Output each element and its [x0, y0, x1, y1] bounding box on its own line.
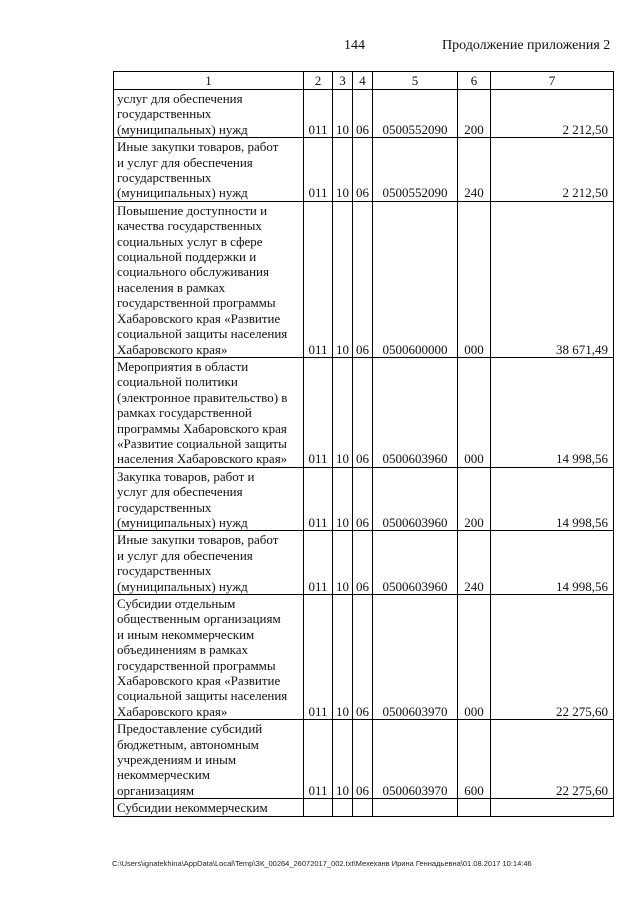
description-line: Иные закупки товаров, работ — [117, 139, 279, 155]
description-line: услуг для обеспечения — [117, 91, 243, 106]
header-row — [114, 72, 614, 90]
column-header: 2 — [304, 72, 333, 90]
description-line: (электронное правительство) в — [117, 389, 288, 405]
description-line: Предоставление субсидий — [117, 721, 263, 737]
description-line: Хабаровского края» — [117, 703, 228, 719]
row-description — [114, 799, 304, 816]
description-line: некоммерческим — [117, 767, 210, 783]
amount-cell: 14 998,56 — [491, 531, 614, 595]
expense-type-code: 200 — [458, 467, 491, 531]
amount-cell: 22 275,60 — [491, 720, 614, 799]
expense-type-code — [458, 799, 491, 816]
table-row — [114, 138, 614, 202]
description-line: услуг для обеспечения — [117, 484, 243, 500]
section-code: 10 — [333, 357, 353, 467]
description-line: Мероприятия в области — [117, 358, 249, 374]
target-article-code — [373, 799, 458, 816]
section-code: 10 — [333, 138, 353, 202]
row-description — [114, 720, 304, 799]
description-line: рамках государственной — [117, 405, 252, 421]
subsection-code — [353, 799, 373, 816]
description-line: государственных — [117, 499, 212, 515]
section-code — [333, 799, 353, 816]
description-line: социального обслуживания — [117, 264, 269, 280]
description-line: и иным некоммерческим — [117, 626, 255, 642]
subsection-code: 06 — [353, 595, 373, 720]
expense-type-code: 200 — [458, 90, 491, 138]
target-article-code: 0500603960 — [373, 531, 458, 595]
section-code: 10 — [333, 90, 353, 138]
column-header: 4 — [353, 72, 373, 90]
target-article-code: 0500552090 — [373, 138, 458, 202]
target-article-code: 0500603960 — [373, 357, 458, 467]
page-number: 144 — [344, 38, 365, 53]
column-header: 6 — [458, 72, 491, 90]
target-article-code: 0500603960 — [373, 467, 458, 531]
expense-type-code: 000 — [458, 595, 491, 720]
target-article-code: 0500600000 — [373, 201, 458, 357]
description-line: социальной защиты населения — [117, 688, 288, 704]
section-code: 10 — [333, 531, 353, 595]
description-line: «Развитие социальной защиты — [117, 435, 287, 451]
description-line: Субсидии некоммерческим — [117, 800, 268, 816]
description-line: Хабаровского края «Развитие — [117, 310, 281, 326]
description-line: общественным организациям — [117, 611, 281, 627]
target-article-code: 0500603970 — [373, 720, 458, 799]
table-row — [114, 595, 614, 720]
amount-cell: 22 275,60 — [491, 595, 614, 720]
column-header: 3 — [333, 72, 353, 90]
table-row — [114, 467, 614, 531]
description-line: объединениям в рамках — [117, 642, 249, 658]
table-row — [114, 90, 614, 138]
description-line: Повышение доступности и — [117, 202, 268, 218]
description-line: организациям — [117, 782, 195, 798]
amount-cell: 14 998,56 — [491, 357, 614, 467]
description-line: социальной политики — [117, 374, 238, 390]
description-line: государственных — [117, 106, 212, 122]
ministry-code — [304, 799, 333, 816]
expense-type-code: 600 — [458, 720, 491, 799]
description-line: Хабаровского края» — [117, 341, 228, 357]
description-line: Иные закупки товаров, работ — [117, 532, 279, 548]
expense-type-code: 000 — [458, 357, 491, 467]
description-line: государственной программы — [117, 657, 276, 673]
ministry-code: 011 — [304, 90, 333, 138]
target-article-code: 0500552090 — [373, 90, 458, 138]
description-line: (муниципальных) нужд — [117, 185, 248, 201]
subsection-code: 06 — [353, 531, 373, 595]
description-line: бюджетным, автономным — [117, 736, 259, 752]
section-code: 10 — [333, 720, 353, 799]
continuation-label: Продолжение приложения 2 — [442, 38, 611, 53]
ministry-code: 011 — [304, 138, 333, 202]
description-line: (муниципальных) нужд — [117, 514, 248, 530]
description-line: Субсидии отдельным — [117, 596, 236, 611]
row-description — [114, 138, 304, 202]
amount-cell: 38 671,49 — [491, 201, 614, 357]
budget-table — [113, 71, 614, 817]
amount-cell: 14 998,56 — [491, 467, 614, 531]
description-line: качества государственных — [117, 218, 262, 234]
section-code: 10 — [333, 467, 353, 531]
description-line: социальной защиты населения — [117, 326, 288, 342]
subsection-code: 06 — [353, 138, 373, 202]
row-description — [114, 201, 304, 357]
row-description — [114, 90, 304, 138]
row-description — [114, 531, 304, 595]
subsection-code: 06 — [353, 720, 373, 799]
table-row — [114, 357, 614, 467]
description-line: государственных — [117, 563, 212, 579]
description-line: социальной поддержки и — [117, 249, 257, 265]
description-line: учреждениям и иным — [117, 752, 237, 768]
column-header: 5 — [373, 72, 458, 90]
row-description — [114, 595, 304, 720]
target-article-code: 0500603970 — [373, 595, 458, 720]
description-line: (муниципальных) нужд — [117, 578, 248, 594]
subsection-code: 06 — [353, 201, 373, 357]
amount-cell: 2 212,50 — [491, 90, 614, 138]
ministry-code: 011 — [304, 595, 333, 720]
column-header: 7 — [491, 72, 614, 90]
table-row — [114, 531, 614, 595]
description-line: Закупка товаров, работ и — [117, 468, 255, 484]
description-line: и услуг для обеспечения — [117, 154, 253, 170]
section-code: 10 — [333, 201, 353, 357]
amount-cell: 2 212,50 — [491, 138, 614, 202]
row-description — [114, 357, 304, 467]
table-row — [114, 799, 614, 816]
description-line: Хабаровского края «Развитие — [117, 673, 281, 689]
row-description — [114, 467, 304, 531]
ministry-code: 011 — [304, 720, 333, 799]
description-line: и услуг для обеспечения — [117, 547, 253, 563]
description-line: программы Хабаровского края — [117, 420, 287, 436]
table-row — [114, 720, 614, 799]
expense-type-code: 240 — [458, 531, 491, 595]
description-line: социальных услуг в сфере — [117, 233, 263, 249]
description-line: населения Хабаровского края» — [117, 451, 288, 467]
expense-type-code: 240 — [458, 138, 491, 202]
amount-cell — [491, 799, 614, 816]
column-header: 1 — [114, 72, 304, 90]
file-path-footer: C:\Users\ignatekhina\AppData\Local\Temp\ЗК_00264_26072017_002.txt\Мехеханв Ирина Геннадьевна\01.08.2017 10:14:46 — [112, 859, 532, 868]
ministry-code: 011 — [304, 201, 333, 357]
description-line: государственных — [117, 170, 212, 186]
ministry-code: 011 — [304, 467, 333, 531]
description-line: (муниципальных) нужд — [117, 121, 248, 137]
subsection-code: 06 — [353, 467, 373, 531]
subsection-code: 06 — [353, 90, 373, 138]
subsection-code: 06 — [353, 357, 373, 467]
expense-type-code: 000 — [458, 201, 491, 357]
section-code: 10 — [333, 595, 353, 720]
ministry-code: 011 — [304, 357, 333, 467]
description-line: государственной программы — [117, 295, 276, 311]
ministry-code: 011 — [304, 531, 333, 595]
table-row — [114, 201, 614, 357]
description-line: населения в рамках — [117, 279, 226, 295]
